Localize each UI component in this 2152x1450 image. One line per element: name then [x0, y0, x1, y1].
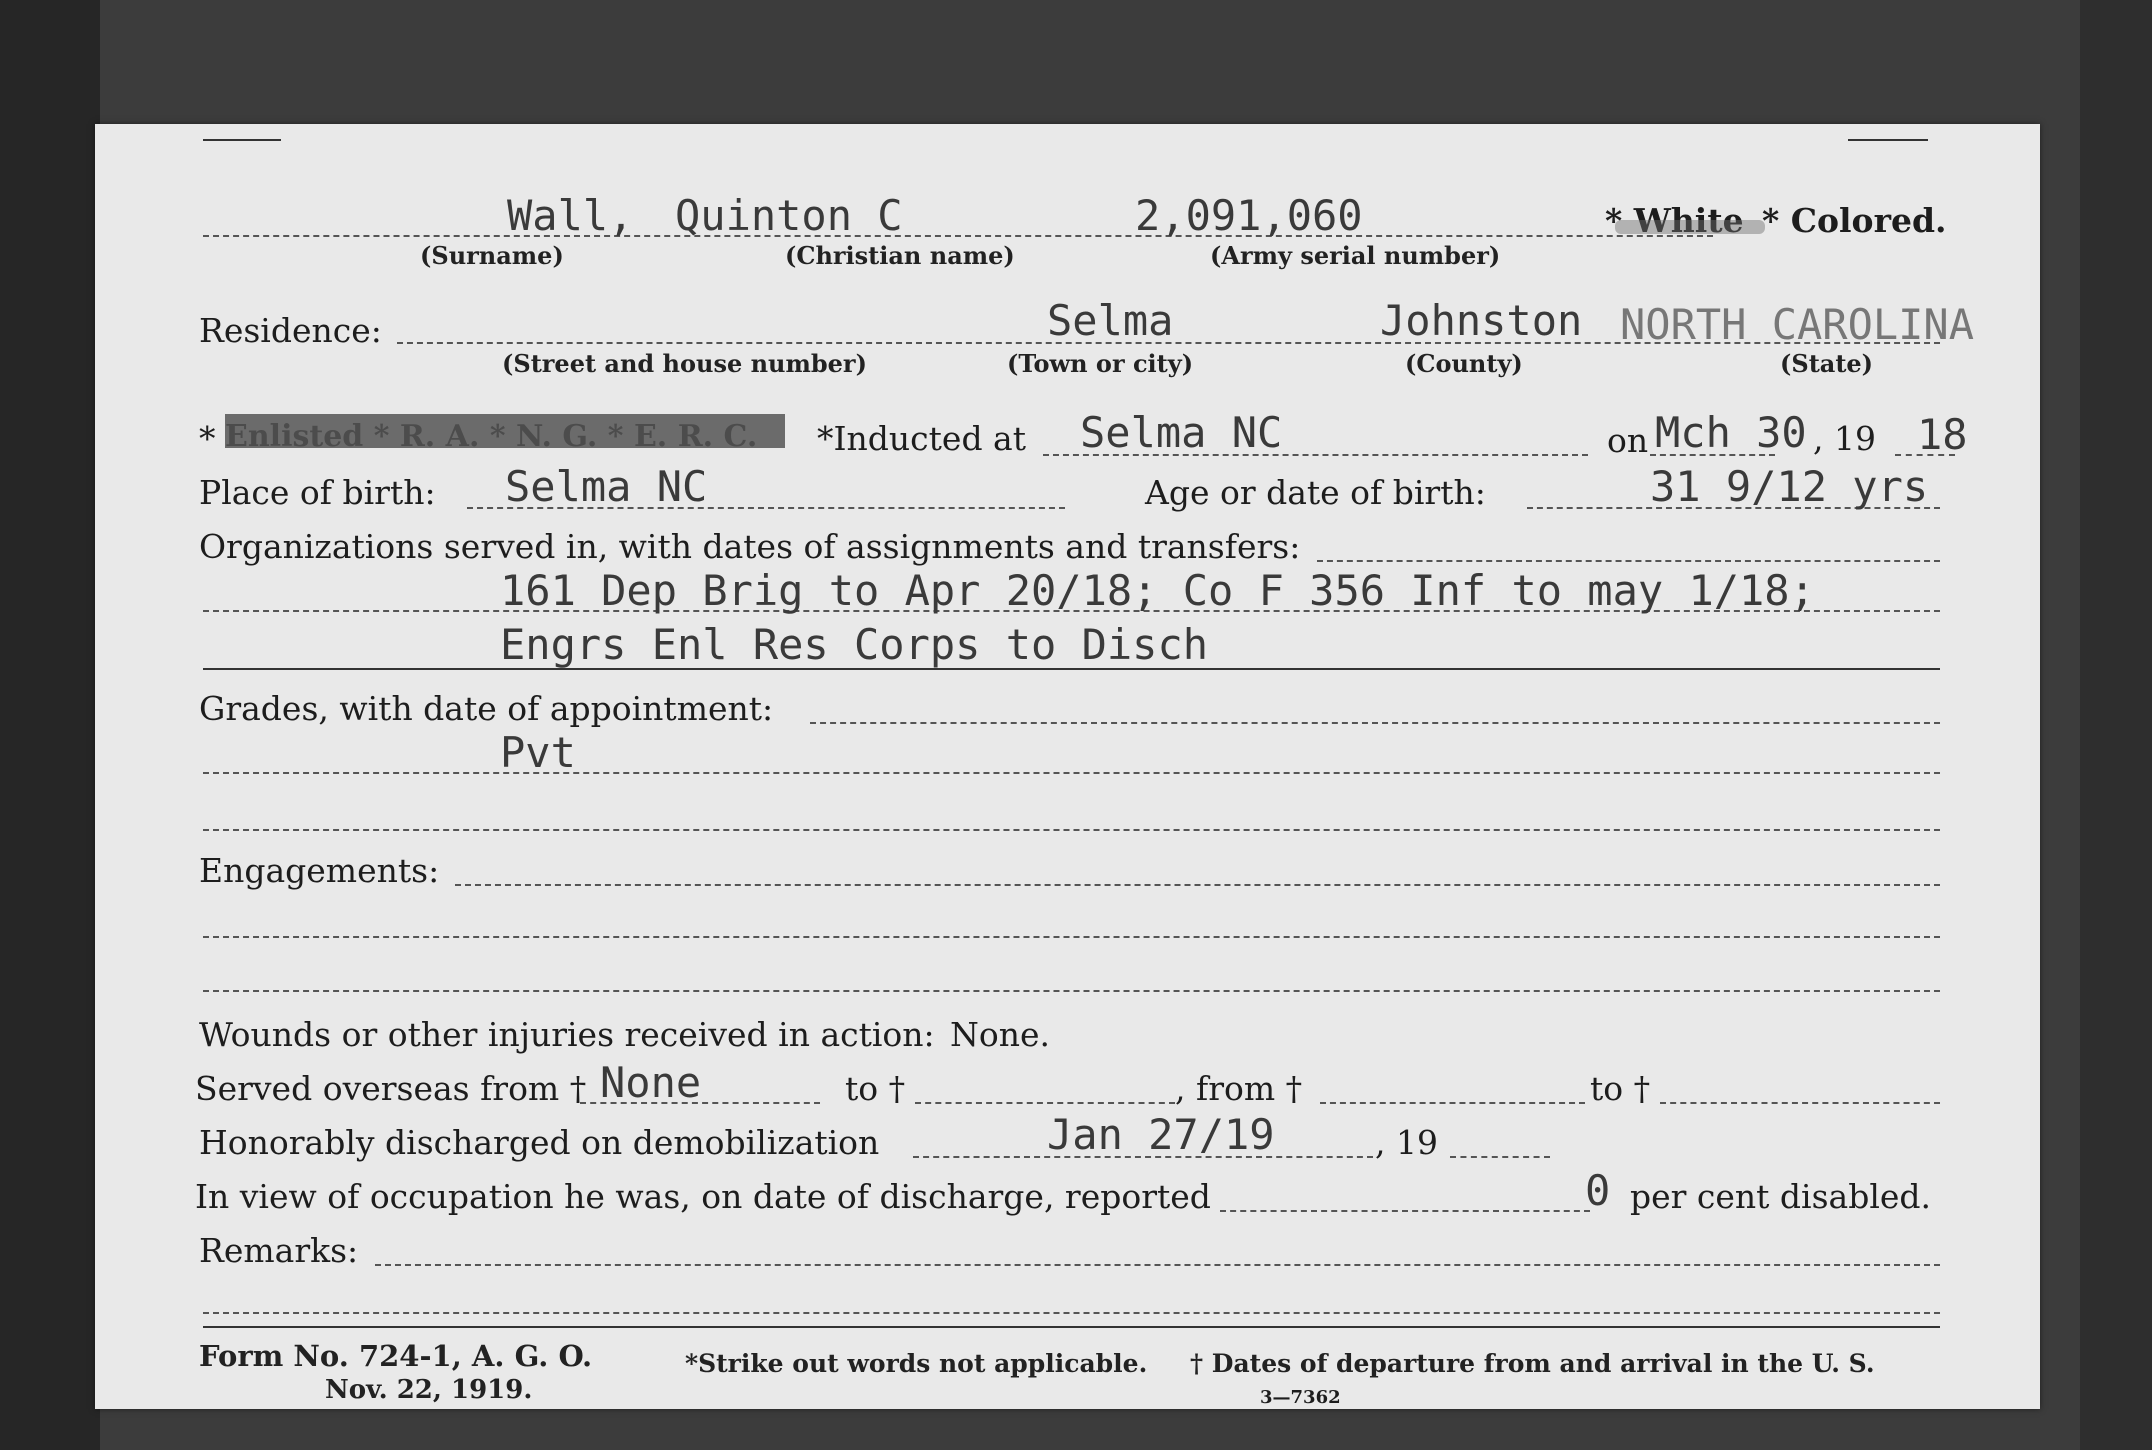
discharge-year-line: [1450, 1156, 1550, 1158]
inducted-place: Selma NC: [1080, 408, 1283, 457]
organizations-label: Organizations served in, with dates of assignments and transfers:: [199, 527, 1301, 566]
inducted-label: *Inducted at: [817, 419, 1026, 458]
print-code: 3—7362: [1260, 1387, 1341, 1408]
organizations-entry-1: 161 Dep Brig to Apr 20/18; Co F 356 Inf to may 1/18;: [500, 566, 1815, 615]
overseas-to-label-2: to †: [1590, 1069, 1651, 1108]
wounds-label: Wounds or other injuries received in action:: [199, 1015, 935, 1054]
engagements-label: Engagements:: [199, 851, 440, 890]
residence-town: Selma: [1047, 296, 1174, 345]
discharge-date: Jan 27/19: [1047, 1110, 1275, 1159]
residence-county: Johnston: [1380, 296, 1583, 345]
remarks-line-1: [203, 1312, 1940, 1314]
induction-year-prefix: , 19: [1813, 419, 1876, 458]
overseas-from-label-2: , from †: [1175, 1069, 1303, 1108]
enlisted-strike-out: [225, 414, 785, 448]
discharge-label: Honorably discharged on demobilization: [199, 1123, 880, 1162]
place-of-birth-value: Selma NC: [505, 462, 708, 511]
town-caption: (Town or city): [1007, 349, 1194, 378]
grade-value: Pvt: [500, 728, 576, 777]
remarks-label: Remarks:: [199, 1231, 359, 1270]
form-number: Form No. 724-1, A. G. O.: [199, 1339, 593, 1373]
disability-suffix: per cent disabled.: [1630, 1177, 1932, 1216]
scan-background-left: [0, 0, 100, 1450]
disability-line: [1220, 1210, 1590, 1212]
residence-label: Residence:: [199, 311, 382, 350]
organizations-line-0: [1317, 560, 1940, 562]
age-label: Age or date of birth:: [1145, 473, 1486, 512]
service-record-card: [95, 124, 2040, 1409]
on-label: on: [1607, 421, 1649, 460]
county-caption: (County): [1405, 349, 1523, 378]
street-caption: (Street and house number): [502, 349, 867, 378]
overseas-to-line: [915, 1102, 1175, 1104]
name-line: [203, 235, 1713, 237]
grades-line-0: [810, 722, 1940, 724]
dates-note: † Dates of departure from and arrival in the U. S.: [1190, 1349, 1875, 1378]
serial-number-value: 2,091,060: [1135, 191, 1363, 240]
grades-label: Grades, with date of appointment:: [199, 689, 774, 728]
scan-background-right: [2080, 0, 2152, 1450]
form-date: Nov. 22, 1919.: [325, 1375, 533, 1405]
footer-rule: [203, 1326, 1940, 1328]
engagements-line-2: [203, 990, 1940, 992]
wounds-value: None.: [950, 1015, 1051, 1054]
engagements-line-0: [455, 884, 1940, 886]
christian-name-value: Quinton C: [675, 191, 903, 240]
remarks-line-0: [375, 1264, 1940, 1266]
induction-date: Mch 30: [1655, 408, 1807, 457]
overseas-from-label: Served overseas from †: [195, 1069, 587, 1108]
organizations-entry-2: Engrs Enl Res Corps to Disch: [500, 620, 1209, 669]
white-option: * White: [1605, 201, 1744, 240]
place-of-birth-label: Place of birth:: [199, 473, 436, 512]
disability-value: 0: [1585, 1166, 1611, 1215]
induction-star: *: [199, 419, 216, 458]
overseas-to-line-2: [1660, 1102, 1940, 1104]
strike-out-note: *Strike out words not applicable.: [685, 1349, 1148, 1378]
surname-value: Wall,: [507, 191, 634, 240]
christian-name-caption: (Christian name): [785, 241, 1015, 270]
induction-year: 18: [1917, 410, 1968, 459]
white-strike-mark: [1615, 220, 1765, 234]
residence-state: NORTH CAROLINA: [1620, 300, 1975, 349]
state-caption: (State): [1780, 349, 1874, 378]
serial-caption: (Army serial number): [1210, 241, 1501, 270]
overseas-from-value: None: [600, 1058, 702, 1107]
top-right-rule: [1848, 139, 1928, 141]
disability-label: In view of occupation he was, on date of discharge, reported: [195, 1177, 1211, 1216]
colored-option: * Colored.: [1762, 201, 1947, 240]
overseas-to-label: to †: [845, 1069, 906, 1108]
top-left-rule: [203, 139, 281, 141]
surname-caption: (Surname): [420, 241, 564, 270]
age-value: 31 9/12 yrs: [1650, 462, 1929, 511]
overseas-from-line-2: [1320, 1102, 1585, 1104]
grades-line-2: [203, 829, 1940, 831]
discharge-year-suffix: , 19: [1375, 1123, 1438, 1162]
grades-line-1: [203, 772, 1940, 774]
engagements-line-1: [203, 936, 1940, 938]
